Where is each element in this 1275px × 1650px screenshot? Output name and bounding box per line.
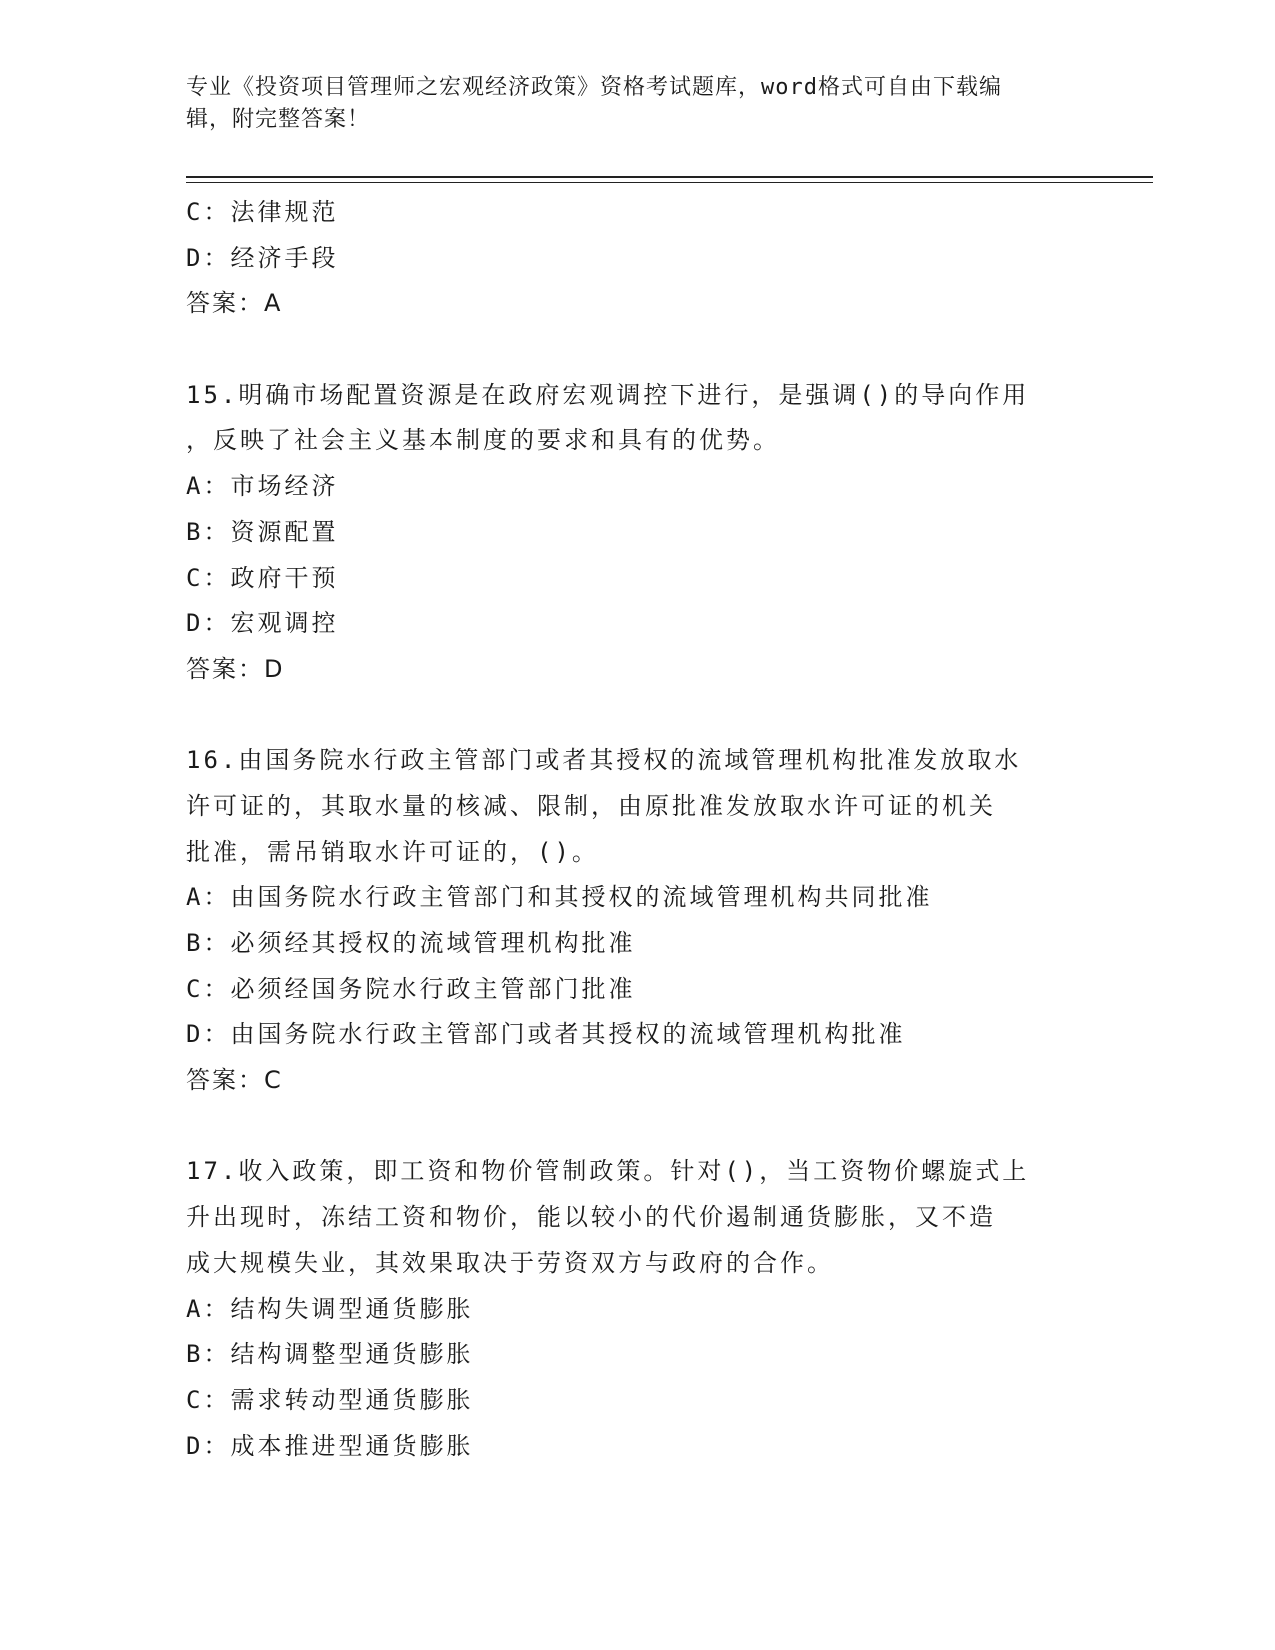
- option-c: C：政府干预: [186, 563, 339, 592]
- answer-line: 答案：A: [186, 289, 283, 318]
- header-title-line-2: 辑，附完整答案！: [186, 107, 371, 132]
- answer-line: 答案：C: [186, 1066, 283, 1095]
- option-d: D：宏观调控: [186, 609, 339, 638]
- option-c: C：必须经国务院水行政主管部门批准: [186, 974, 636, 1003]
- header-divider-thick: [186, 176, 1153, 178]
- question-16: [186, 738, 1086, 1104]
- option-c: C：法律规范: [186, 198, 339, 226]
- document-header: [186, 72, 1076, 136]
- question-stem: 17.收入政策，即工资和物价管制政策。针对()，当工资物价螺旋式上: [186, 1157, 1030, 1186]
- question-stem: 16.由国务院水行政主管部门或者其授权的流域管理机构批准发放取水: [186, 746, 1022, 775]
- question-stem: 批准，需吊销取水许可证的，()。: [186, 837, 599, 866]
- option-d: D：成本推进型通货膨胀: [186, 1431, 474, 1460]
- question-15: [186, 373, 1086, 693]
- question-stem: 升出现时，冻结工资和物价，能以较小的代价遏制通货膨胀，又不造: [186, 1203, 996, 1232]
- option-a: A：市场经济: [186, 472, 339, 501]
- question-stem: 许可证的，其取水量的核减、限制，由原批准发放取水许可证的机关: [186, 791, 996, 820]
- header-divider-thin: [186, 182, 1153, 183]
- spacer: [186, 693, 1086, 739]
- question-stem: 15.明确市场配置资源是在政府宏观调控下进行，是强调()的导向作用: [186, 380, 1030, 409]
- option-b: B：资源配置: [186, 517, 339, 546]
- option-c: C：需求转动型通货膨胀: [186, 1385, 474, 1414]
- option-d: D：经济手段: [186, 243, 339, 272]
- header-title-line-1: 专业《投资项目管理师之宏观经济政策》资格考试题库，word格式可自由下载编: [186, 75, 1002, 100]
- question-list: [186, 190, 1086, 1469]
- option-a: A：由国务院水行政主管部门和其授权的流域管理机构共同批准: [186, 883, 933, 912]
- question-stem: 成大规模失业，其效果取决于劳资双方与政府的合作。: [186, 1248, 834, 1277]
- option-d: D：由国务院水行政主管部门或者其授权的流域管理机构批准: [186, 1020, 906, 1049]
- option-b: B：结构调整型通货膨胀: [186, 1340, 474, 1369]
- option-a: A：结构失调型通货膨胀: [186, 1294, 474, 1323]
- spacer: [186, 1104, 1086, 1150]
- option-b: B：必须经其授权的流域管理机构批准: [186, 929, 636, 957]
- answer-line: 答案：D: [186, 654, 285, 683]
- question-stem: ，反映了社会主义基本制度的要求和具有的优势。: [186, 426, 780, 455]
- question-17: [186, 1149, 1086, 1469]
- spacer: [186, 327, 1086, 373]
- question-14-tail: [186, 190, 1086, 327]
